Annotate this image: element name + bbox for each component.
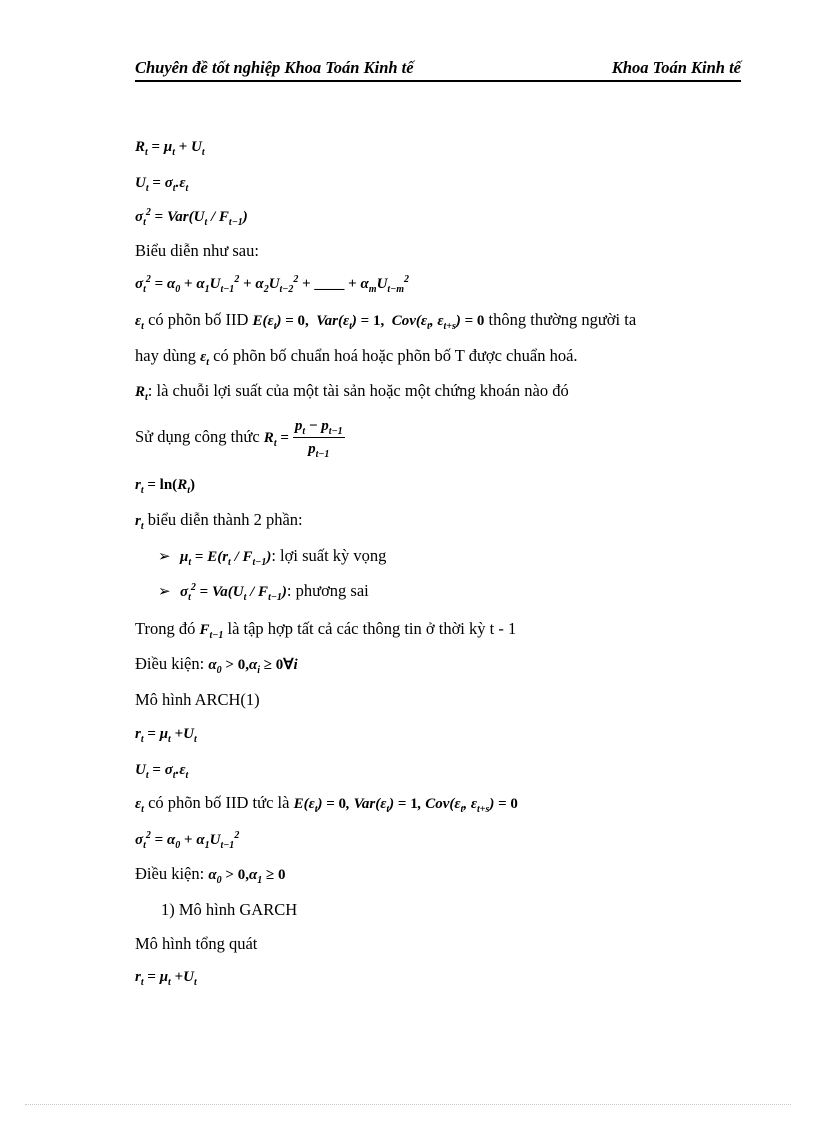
equation-rt-2: $r_t = \mu_t +U_t$ bbox=[135, 726, 197, 745]
text-cong-thuc-line: Sử dụng công thức $R_t$ = $\frac{p_t - p_{t-1}}{p_{t-1}}$ bbox=[135, 418, 343, 460]
arrow-bullet-icon: ➢ bbox=[158, 547, 171, 565]
equation-sigma-var: $\sigma_t^2 = Var(U_t / F_{t-1})$ bbox=[135, 207, 248, 228]
equation-rt-3: $r_t = \mu_t +U_t$ bbox=[135, 969, 197, 988]
page-header bbox=[135, 58, 741, 82]
text-phuong-sai: : phương sai bbox=[286, 581, 369, 600]
header-left-title: Chuyên đề tốt nghiệp Khoa Toán Kinh tế bbox=[135, 58, 414, 77]
page-bottom-border bbox=[25, 1104, 791, 1105]
equation-ut-2: $U_t = \sigma_t.\varepsilon_t$ bbox=[135, 762, 189, 781]
section-garch-title: 1) Mô hình GARCH bbox=[161, 900, 298, 919]
text-bieu-dien: Biểu diễn như sau: bbox=[135, 241, 259, 260]
text-iid-2-line: $\varepsilon_t$ có phõn bố IID tức là $E(\varepsilon_t) = 0$, $Var(\varepsilon_t) = 1$, $Cov(\varepsilon_t$, $\varepsilon_{t+s}) = 0$ bbox=[135, 793, 518, 815]
text-iid-b: thông thường người ta bbox=[484, 310, 637, 329]
text-dieu-kien-1-line: Điều kiện: $\alpha_0 > 0,\alpha_i$ ≥ 0∀i bbox=[135, 654, 298, 676]
text-cong-thuc: Sử dụng công thức bbox=[135, 426, 264, 446]
text-iid-line: $\varepsilon_t$ có phõn bố IID $E(\varepsilon_t) = 0$, $Var(\varepsilon_t) = 1$, $Cov(\varepsilon_t$, $\varepsilon_{t+s}) = 0$ thông thường người ta bbox=[135, 310, 637, 332]
text-loi-suat-ky-vong: : lợi suất kỳ vọng bbox=[271, 546, 387, 565]
text-hay-dung-a: hay dùng bbox=[135, 346, 201, 365]
bullet-phuong-sai: ➢ $\sigma_t^2 = Va(U_t / F_{t-1})$: phương sai bbox=[158, 581, 369, 603]
equation-rt: $R_t = \mu_t + U_t$ bbox=[135, 139, 205, 158]
equation-arch1: $\sigma_t^2 = \alpha_0 + \alpha_1U_{t-1}^2$ bbox=[135, 830, 240, 851]
text-tong-quat: Mô hình tổng quát bbox=[135, 934, 258, 953]
text-dieu-kien-2: Điều kiện: bbox=[135, 864, 209, 883]
text-iid-a: có phõn bố IID bbox=[143, 310, 253, 329]
text-trong-do-b: là tập hợp tất cả các thông tin ở thời kỳ t - 1 bbox=[223, 619, 517, 638]
text-hai-phan: biểu diễn thành 2 phần: bbox=[143, 510, 303, 529]
text-hay-dung-b: có phõn bố chuẩn hoá hoặc phõn bố T được chuẩn hoá. bbox=[209, 346, 578, 365]
text-trong-do-a: Trong đó bbox=[135, 619, 200, 638]
equation-rt-ln: $r_t = \ln(R_t)$ bbox=[135, 477, 195, 496]
header-right-title: Khoa Toán Kinh tế bbox=[611, 58, 741, 77]
text-trong-do-line: Trong đó $F_{t-1}$ là tập hợp tất cả các thông tin ở thời kỳ t - 1 bbox=[135, 619, 517, 641]
text-hai-phan-line: $r_t$ biểu diễn thành 2 phần: bbox=[135, 510, 303, 532]
text-hay-dung-line: hay dùng $\varepsilon_t$ có phõn bố chuẩn hoá hoặc phõn bố T được chuẩn hoá. bbox=[135, 346, 578, 368]
arrow-bullet-icon: ➢ bbox=[158, 582, 171, 600]
bullet-loi-suat: ➢ $\mu_t = E(r_t / F_{t-1})$: lợi suất kỳ vọng bbox=[158, 546, 387, 568]
text-chuoi-loi-suat-line: $R_t$: là chuỗi lợi suất của một tài sản hoặc một chứng khoán nào đó bbox=[135, 381, 569, 403]
text-arch1-title: Mô hình ARCH(1) bbox=[135, 690, 260, 709]
equation-ut: $U_t = \sigma_t.\varepsilon_t$ bbox=[135, 175, 189, 194]
text-dieu-kien-2-line: Điều kiện: $\alpha_0 > 0,\alpha_1 \ge 0$ bbox=[135, 864, 286, 886]
text-iid-2: có phõn bố IID tức là bbox=[143, 793, 294, 812]
fraction-return: $\frac{p_t - p_{t-1}}{p_{t-1}}$ bbox=[294, 418, 343, 460]
text-dieu-kien-1: Điều kiện: bbox=[135, 654, 209, 673]
equation-arch-sum: $\sigma_t^2 = \alpha_0 + \alpha_1U_{t-1}^2 + \alpha_2U_{t-2}^2$ + ____ + $\alpha_mU_{t-m}^2$ bbox=[135, 274, 410, 295]
text-chuoi-loi-suat: : là chuỗi lợi suất của một tài sản hoặc một chứng khoán nào đó bbox=[147, 381, 569, 400]
